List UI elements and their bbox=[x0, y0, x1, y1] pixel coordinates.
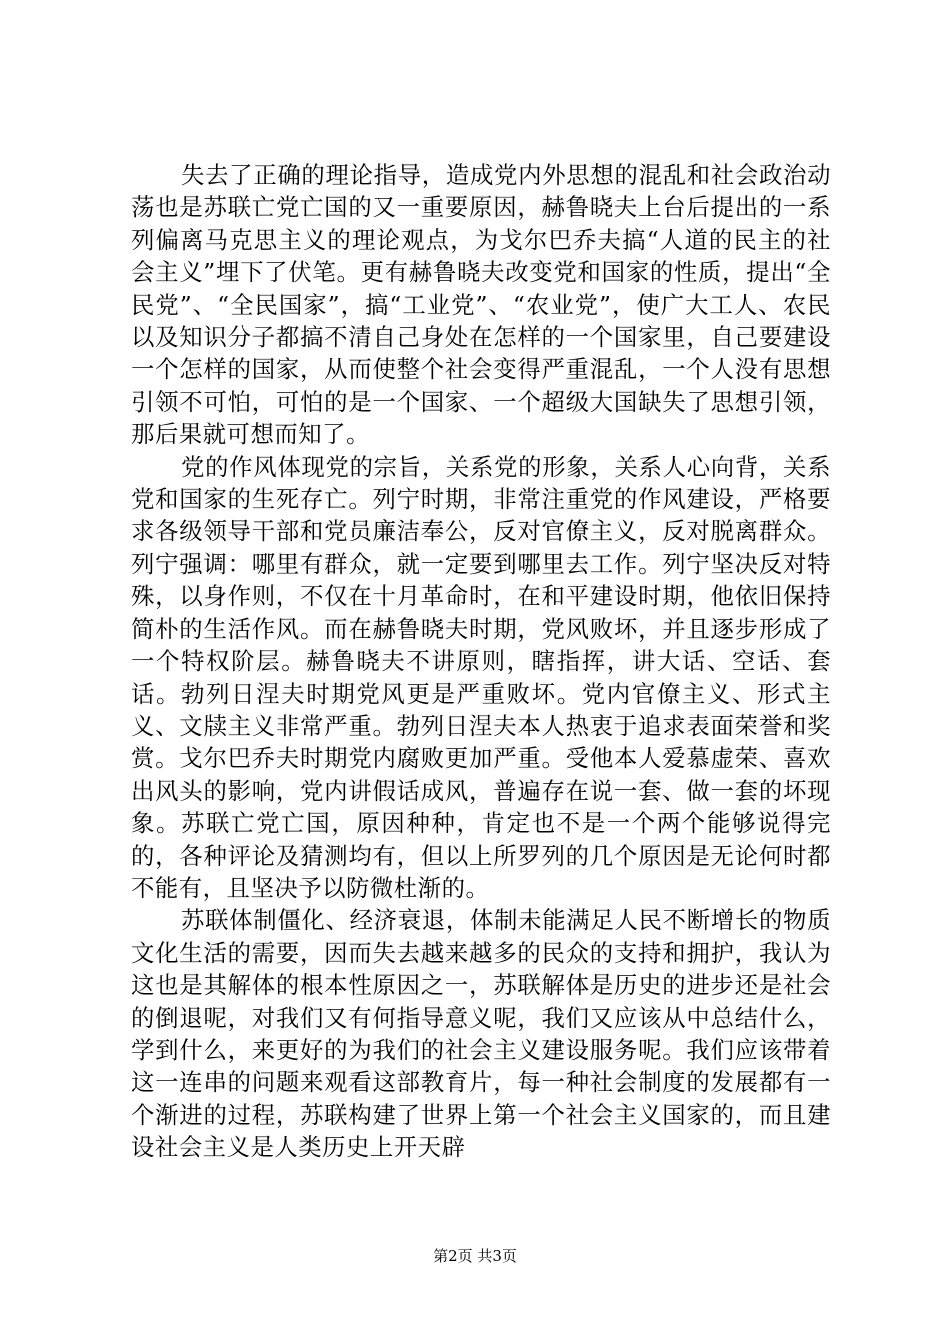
paragraph-3: 苏联体制僵化、经济衰退，体制未能满足人民不断增长的物质文化生活的需要，因而失去越来越多的民众的支持和拥护，我认为这也是其解体的根本性原因之一，苏联解体是历史的进步还是社会的倒退呢，对我们又有何指导意义呢，我们又应该从中总结什么，学到什么，来更好的为我们的社会主义建设服务呢。我们应该带着这一连串的问题来观看这部教育片，每一种社会制度的发展都有一个渐进的过程，苏联构建了世界上第一个社会主义国家的，而且建设社会主义是人类历史上开天辟 bbox=[131, 906, 831, 1162]
page-footer: 第2页 共3页 bbox=[433, 1247, 517, 1265]
paragraph-2: 党的作风体现党的宗旨，关系党的形象，关系人心向背，关系党和国家的生死存亡。列宁时期，非常注重党的作风建设，严格要求各级领导干部和党员廉洁奉公，反对官僚主义，反对脱离群众。列宁强调：哪里有群众，就一定要到哪里去工作。列宁坚决反对特殊，以身作则，不仅在十月革命时，在和平建设时期，他依旧保持简朴的生活作风。而在赫鲁晓夫时期，党风败坏，并且逐步形成了一个特权阶层。赫鲁晓夫不讲原则，瞎指挥，讲大话、空话、套话。勃列日涅夫时期党风更是严重败坏。党内官僚主义、形式主义、文牍主义非常严重。勃列日涅夫本人热衷于追求表面荣誉和奖赏。戈尔巴乔夫时期党内腐败更加严重。受他本人爱慕虚荣、喜欢出风头的影响，党内讲假话成风，普遍存在说一套、做一套的坏现象。苏联亡党亡国，原因种种，肯定也不是一个两个能够说得完的，各种评论及猜测均有，但以上所罗列的几个原因是无论何时都不能有，且坚决予以防微杜渐的。 bbox=[131, 452, 831, 902]
body-text bbox=[131, 159, 831, 1164]
paragraph-1: 失去了正确的理论指导，造成党内外思想的混乱和社会政治动荡也是苏联亡党亡国的又一重要原因，赫鲁晓夫上台后提出的一系列偏离马克思主义的理论观点，为戈尔巴乔夫搞“人道的民主的社会主义”埋下了伏笔。更有赫鲁晓夫改变党和国家的性质，提出“全民党”、“全民国家”，搞“工业党”、“农业党”，使广大工人、农民以及知识分子都搞不清自己身处在怎样的一个国家里，自己要建设一个怎样的国家，从而使整个社会变得严重混乱，一个人没有思想引领不可怕，可怕的是一个国家、一个超级大国缺失了思想引领，那后果就可想而知了。 bbox=[131, 161, 831, 449]
